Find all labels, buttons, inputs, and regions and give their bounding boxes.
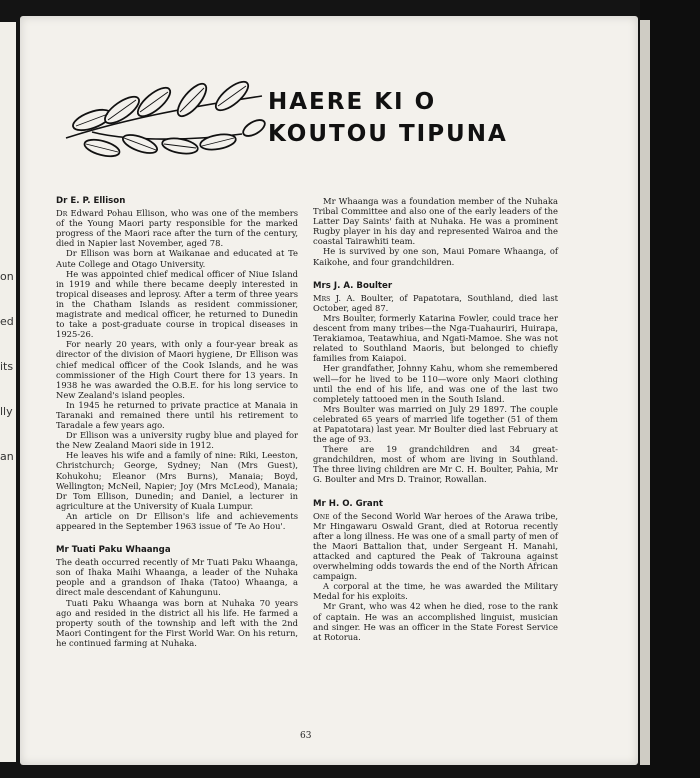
right-column	[313, 196, 558, 642]
paragraph: One of the Second World War heroes of the Arawa tribe, Mr Hingawaru Oswald Grant, died at Rotorua recently after a long illness. He was one of a small party of men of the Maori Battalion that, under Sergeant H. Manahi, attacked and captured the Peak of Takrouna against overwhelming odds towards the end of the North African campaign.	[313, 510, 559, 582]
scan-border	[640, 0, 700, 778]
article-title	[268, 86, 508, 150]
lead-word: Mrs	[313, 292, 331, 303]
lead-word: Dr	[56, 208, 68, 219]
paragraph: Mr Whaanga was a foundation member of the Nuhaka Tribal Committee and also one of the early leaders of the Latter Day Saints' faith at Nuhaka. He was a prominent Rugby player in his day and represented Wairoa and the coastal Tairawhiti team.	[313, 196, 558, 247]
paragraph: Mr Grant, who was 42 when he died, rose to the rank of captain. He was an accomplished linguist, musician and singer. He was an officer in the State Forest Service at Rotorua.	[313, 601, 558, 642]
paragraph: An article on Dr Ellison's life and achievements appeared in the September 1963 issue of 'Te Ao Hou'.	[56, 510, 298, 531]
previous-page-edge	[0, 22, 16, 762]
paragraph: Dr Edward Pohau Ellison, who was one of the members of the Young Maori party responsible for the marked progress of the Maori race after the turn of the century, died in Napier last November, aged 78.	[56, 208, 298, 249]
prev-page-fragment: its	[0, 360, 14, 373]
prev-page-fragment: on	[0, 270, 14, 283]
paragraph: Mrs Boulter was married on July 29 1897. The couple celebrated 65 years of married life together (51 of them at Papatotara) last year. Mr Boulter died last February at the age of 93.	[313, 403, 558, 445]
prev-page-fragment: an	[0, 450, 14, 463]
obituary-heading: Mr H. O. Grant	[313, 498, 383, 509]
paragraph: Tuati Paku Whaanga was born at Nuhaka 70 years ago and resided in the district all his life. He farmed a property south of the township and left with the 2nd Maori Contingent for the First World War. On his return, he continued farming at Nuhaka.	[56, 597, 298, 648]
paragraph: He was appointed chief medical officer of Niue Island in 1919 and while there became deeply interested in tropical diseases and leprosy. After a term of three years in the Chatham Islands as resident commissioner, magistrate and medical officer, he returned to Dunedin to take a post-graduate course in tropical diseases in 1925-26.	[56, 268, 298, 340]
page-number: 63	[300, 731, 312, 741]
paragraph: In 1945 he returned to private practice at Manaia in Taranaki and remained there until his retirement to Taradale a few years ago.	[56, 399, 298, 431]
paragraph: For nearly 20 years, with only a four-year break as director of the division of Maori hygiene, Dr Ellison was chief medical officer of the Cook Islands, and he was commissioner of the High Court there for 13 years. In 1938 he was awarded the O.B.E. for his long service to New Zealand's island peoples.	[56, 339, 298, 400]
obituary-heading: Mrs J. A. Boulter	[313, 280, 393, 291]
paragraph: He leaves his wife and a family of nine: Riki, Leeston, Christchurch; George, Sydney; Nan (Mrs Guest), Kohukohu; Eleanor (Mrs Burns), Manaia; Boyd, Wellington; McNeil, Napier; Joy (Mrs McLeod), Manaia; Dr Tom Ellison, Dunedin; and Daniel, a lecturer in agriculture at the University of Kuala Lumpur.	[56, 450, 298, 511]
paragraph: Mrs J. A. Boulter, of Papatotara, Southland, died last October, aged 87.	[313, 292, 558, 313]
obituary-heading: Mr Tuati Paku Whaanga	[56, 545, 171, 556]
obituary-heading: Dr E. P. Ellison	[56, 196, 126, 206]
paragraph: The death occurred recently of Mr Tuati Paku Whaanga, son of Ihaka Maihi Whaanga, a leader of the Nuhaka people and a grandson of Ihaka (Tatoo) Whaanga, a direct male descendant of Kahungunu.	[56, 557, 298, 598]
paragraph: Mrs Boulter, formerly Katarina Fowler, could trace her descent from many tribes—the Nga-Tuahauriri, Huirapa, Terakiamoa, Teatawhiua, and Ngati-Mamoe. She was not related to Southland Maoris, but belonged to chiefly families from Kaiapoi.	[313, 312, 558, 364]
paragraph: Dr Ellison was a university rugby blue and played for the New Zealand Maori side in 1912.	[56, 430, 298, 451]
paragraph: There are 19 grandchildren and 34 great-grandchildren, most of whom are living in Southland. The three living children are Mr C. H. Boulter, Pahia, Mr G. Boulter and Mrs D. Trainor, Rowallan.	[313, 444, 558, 485]
leaf-branch-illustration	[62, 80, 267, 160]
prev-page-fragment: lly	[0, 405, 13, 418]
paragraph: Dr Ellison was born at Waikanae and educated at Te Aute College and Otago University.	[56, 248, 298, 269]
paragraph: He is survived by one son, Maui Pomare Whaanga, of Kaikohe, and four grandchildren.	[313, 246, 558, 267]
title-line-1: HAERE KI O	[268, 89, 437, 115]
left-column	[56, 196, 298, 648]
title-line-2: KOUTOU TIPUNA	[268, 121, 508, 147]
paragraph: Her grandfather, Johnny Kahu, whom she remembered well—for he lived to be 110—wore only Maori clothing until the end of his life, and was one of the last two completely tattooed men in the South Island.	[313, 363, 558, 404]
lead-word: One	[313, 510, 330, 521]
prev-page-fragment: ed	[0, 315, 14, 328]
paragraph: A corporal at the time, he was awarded the Military Medal for his exploits.	[313, 581, 558, 602]
